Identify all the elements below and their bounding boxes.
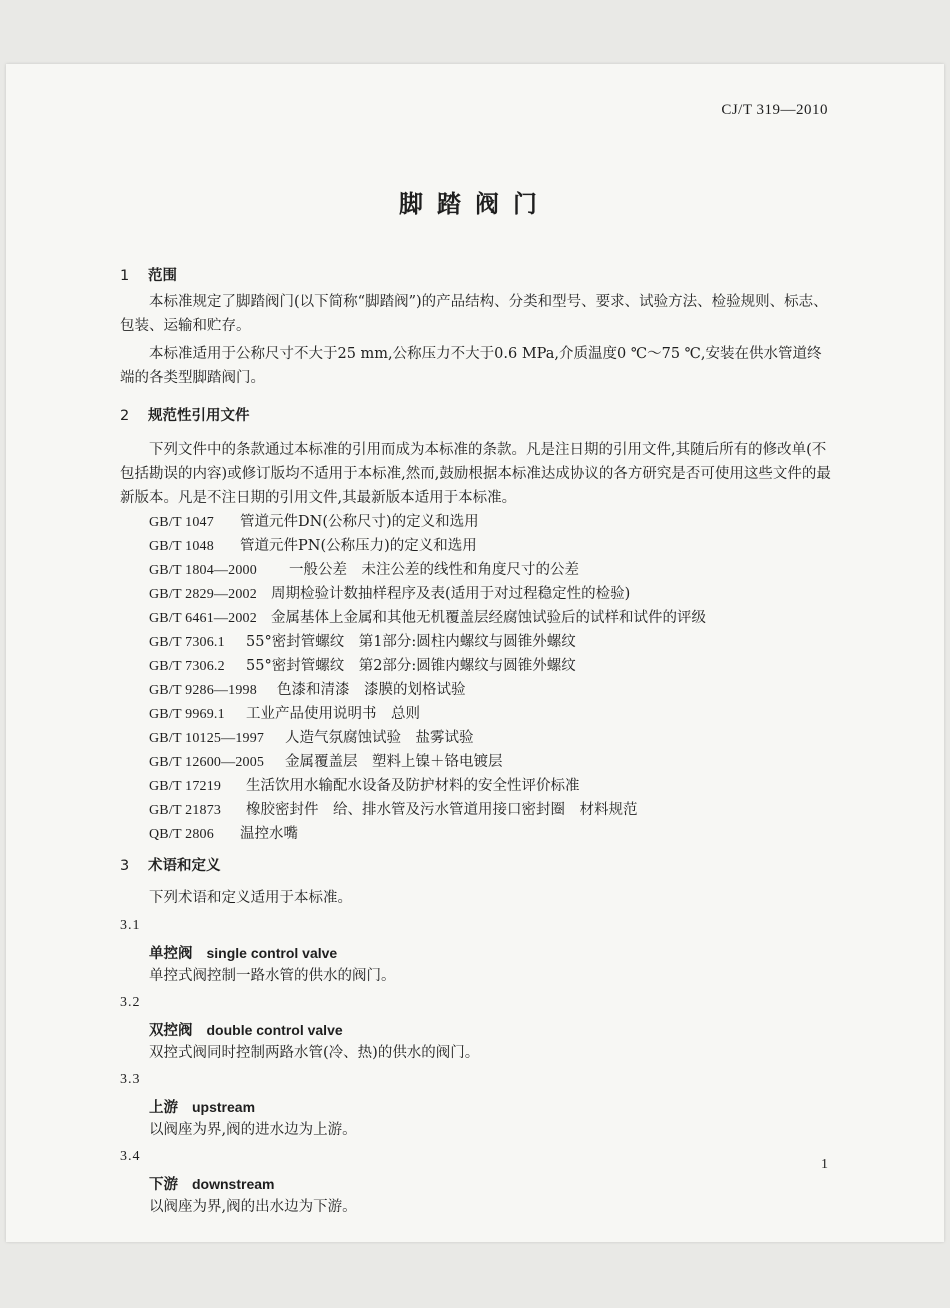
document-page (6, 64, 944, 1242)
section-2-paragraph-1: 下列文件中的条款通过本标准的引用而成为本标准的条款。凡是注日期的引用文件,其随后所有的修改单(不包括勘误的内容)或修订版均不适用于本标准,然而,鼓励根据本标准达成协议的各方研究是否可使用这些文件的最新版本。凡是不注日期的引用文件,其最新版本适用于本标准。 (120, 442, 831, 506)
reference-code: GB/T 1804—2000 (149, 563, 257, 578)
reference-item (149, 822, 298, 843)
section-3-title: 术语和定义 (148, 858, 221, 874)
reference-title: 橡胶密封件 给、排水管及污水管道用接口密封圈 材料规范 (246, 802, 638, 818)
reference-code: GB/T 9286—1998 (149, 683, 257, 698)
reference-code: GB/T 10125—1997 (149, 731, 265, 746)
reference-code: GB/T 21873 (149, 803, 222, 818)
reference-code: GB/T 7306.1 (149, 635, 225, 650)
section-3-heading (120, 854, 221, 875)
reference-code: GB/T 1048 (149, 539, 214, 554)
reference-code: QB/T 2806 (149, 827, 214, 842)
section-3-number: 3 (120, 858, 130, 874)
reference-title: 金属基体上金属和其他无机覆盖层经腐蚀试验后的试样和试件的评级 (271, 610, 706, 626)
clause-number: 3.3 (120, 1072, 141, 1087)
term-chinese: 上游 (149, 1100, 178, 1116)
term-definition: 双控式阀同时控制两路水管(冷、热)的供水的阀门。 (149, 1045, 480, 1061)
section-2-heading (120, 404, 250, 425)
section-1-heading (120, 264, 177, 285)
reference-item (149, 606, 706, 627)
reference-item (149, 702, 420, 723)
section-1-title: 范围 (148, 268, 177, 284)
term-definition: 单控式阀控制一路水管的供水的阀门。 (149, 968, 396, 984)
reference-item (149, 582, 630, 603)
page-number: 1 (821, 1157, 828, 1172)
section-2-number: 2 (120, 408, 130, 424)
reference-item (149, 750, 503, 771)
reference-title: 温控水嘴 (240, 826, 298, 842)
standard-code: CJ/T 319—2010 (721, 102, 828, 118)
reference-code: GB/T 6461—2002 (149, 611, 257, 626)
reference-item (149, 510, 479, 531)
reference-item (149, 774, 580, 795)
clause-number: 3.4 (120, 1149, 141, 1164)
reference-title: 管道元件PN(公称压力)的定义和选用 (240, 538, 477, 554)
term-english: single control valve (206, 945, 338, 961)
term-english: double control valve (206, 1022, 343, 1038)
reference-title: 55°密封管螺纹 第2部分:圆锥内螺纹与圆锥外螺纹 (246, 658, 576, 674)
term-heading (149, 1173, 274, 1194)
reference-title: 管道元件DN(公称尺寸)的定义和选用 (240, 514, 479, 530)
term-heading (149, 942, 337, 963)
reference-code: GB/T 9969.1 (149, 707, 225, 722)
term-definition: 以阀座为界,阀的进水边为上游。 (149, 1122, 357, 1138)
reference-item (149, 654, 576, 675)
reference-code: GB/T 12600—2005 (149, 755, 265, 770)
term-chinese: 双控阀 (149, 1023, 193, 1039)
document-title: 脚踏阀门 (399, 190, 551, 218)
reference-code: GB/T 7306.2 (149, 659, 225, 674)
reference-item (149, 726, 474, 747)
term-chinese: 下游 (149, 1177, 178, 1193)
section-2-title: 规范性引用文件 (148, 408, 250, 424)
reference-item (149, 630, 576, 651)
reference-item (149, 558, 579, 579)
reference-title: 人造气氛腐蚀试验 盐雾试验 (285, 730, 474, 746)
term-heading (149, 1096, 255, 1117)
term-chinese: 单控阀 (149, 946, 193, 962)
section-3-paragraph-1: 下列术语和定义适用于本标准。 (149, 890, 352, 906)
reference-title: 工业产品使用说明书 总则 (246, 706, 420, 722)
term-heading (149, 1019, 343, 1040)
clause-number: 3.2 (120, 995, 141, 1010)
reference-item (149, 798, 638, 819)
reference-code: GB/T 2829—2002 (149, 587, 257, 602)
section-1-number: 1 (120, 268, 130, 284)
reference-title: 一般公差 未注公差的线性和角度尺寸的公差 (289, 562, 579, 578)
reference-title: 55°密封管螺纹 第1部分:圆柱内螺纹与圆锥外螺纹 (246, 634, 576, 650)
reference-item (149, 534, 477, 555)
reference-title: 生活饮用水输配水设备及防护材料的安全性评价标准 (246, 778, 580, 794)
reference-title: 周期检验计数抽样程序及表(适用于对过程稳定性的检验) (271, 586, 631, 602)
reference-title: 色漆和清漆 漆膜的划格试验 (277, 682, 466, 698)
term-definition: 以阀座为界,阀的出水边为下游。 (149, 1199, 357, 1215)
term-english: upstream (192, 1099, 256, 1115)
clause-number: 3.1 (120, 918, 141, 933)
reference-code: GB/T 1047 (149, 515, 214, 530)
reference-code: GB/T 17219 (149, 779, 222, 794)
section-1-paragraph-2: 本标准适用于公称尺寸不大于25 mm,公称压力不大于0.6 MPa,介质温度0 ℃～75 ℃,安装在供水管道终端的各类型脚踏阀门。 (120, 346, 822, 386)
reference-item (149, 678, 466, 699)
term-english: downstream (192, 1176, 275, 1192)
section-1-paragraph-1: 本标准规定了脚踏阀门(以下简称“脚踏阀”)的产品结构、分类和型号、要求、试验方法、检验规则、标志、包装、运输和贮存。 (120, 294, 828, 334)
reference-title: 金属覆盖层 塑料上镍＋铬电镀层 (285, 754, 503, 770)
